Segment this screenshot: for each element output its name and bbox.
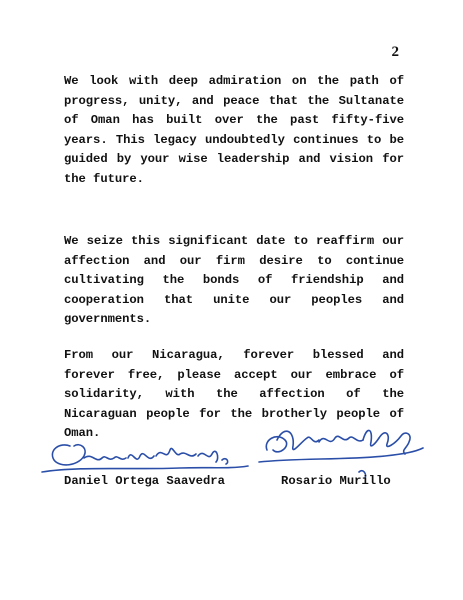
signer-name-daniel-ortega: Daniel Ortega Saavedra bbox=[64, 474, 225, 488]
signer-name-rosario-murillo: Rosario Murillo bbox=[281, 474, 391, 488]
paragraph-admiration: We look with deep admiration on the path of progress, unity, and peace that the Sultanate of Oman has built over the past fifty-five years. This legacy undoubtedly continues to be guided by your wise leadership and vision for the future. bbox=[64, 74, 404, 186]
signature-rosario-murillo bbox=[255, 420, 425, 478]
page-number: 2 bbox=[391, 44, 399, 60]
paragraph-reaffirm: We seize this significant date to reaffirm our affection and our firm desire to continue cultivating the bonds of friendship and cooperation that unite our peoples and governments. bbox=[64, 234, 404, 327]
paragraph-solidarity: From our Nicaragua, forever blessed and forever free, please accept our embrace of solidarity, with the affection of the Nicaraguan people for the brotherly people of Oman. bbox=[64, 348, 404, 441]
